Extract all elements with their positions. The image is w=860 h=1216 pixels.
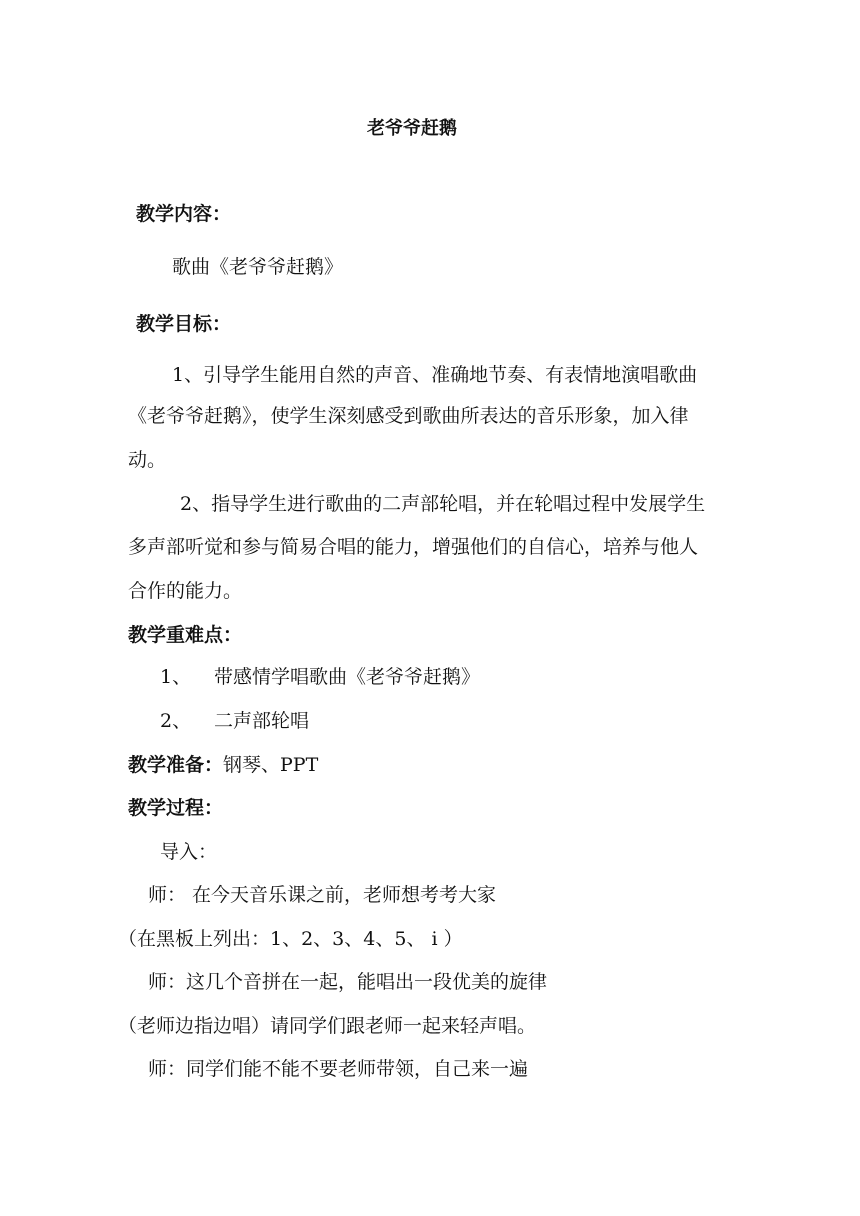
- key-point-text: 二声部轮唱: [214, 710, 310, 732]
- process-line: 师：这几个音拼在一起，能唱出一段优美的旋律: [148, 971, 548, 993]
- key-point-item: [160, 709, 309, 733]
- goal1-line1: 1、引导学生能用自然的声音、准确地节奏、有表情地演唱歌曲: [172, 364, 698, 386]
- goal2-line3: 合作的能力。: [128, 580, 243, 602]
- goal2-line1: 2、指导学生进行歌曲的二声部轮唱，并在轮唱过程中发展学生: [180, 493, 706, 515]
- process-line: （老师边指边唱）请同学们跟老师一起来轻声唱。: [118, 1015, 537, 1037]
- goal2-line2: 多声部听觉和参与简易合唱的能力，增强他们的自信心，培养与他人: [128, 536, 699, 558]
- key-point-number: 1、: [160, 666, 192, 688]
- content-text: 歌曲《老爷爷赶鹅》: [172, 256, 344, 278]
- preparation-line: [128, 753, 318, 777]
- key-point-number: 2、: [160, 710, 192, 732]
- process-heading: 教学过程：: [128, 797, 224, 819]
- process-line: 导入：: [160, 841, 218, 863]
- process-line: 师：同学们能不能不要老师带领，自己来一遍: [148, 1058, 529, 1080]
- key-point-item: [160, 665, 480, 689]
- preparation-heading: 教学准备：: [128, 754, 224, 776]
- goal1-line2: 《老爷爷赶鹅》，使学生深刻感受到歌曲所表达的音乐形象，加入律: [128, 405, 689, 427]
- key-points-heading: 教学重难点：: [128, 624, 243, 646]
- goal1-line3: 动。: [128, 449, 167, 471]
- content-heading: 教学内容：: [136, 203, 232, 225]
- key-point-text: 带感情学唱歌曲《老爷爷赶鹅》: [214, 666, 481, 688]
- preparation-text: 钢琴、PPT: [223, 754, 319, 776]
- document-title: 老爷爷赶鹅: [367, 118, 457, 139]
- process-line: （在黑板上列出：1、2、3、4、5、 i ）: [118, 928, 463, 950]
- goals-heading: 教学目标：: [136, 313, 232, 335]
- process-line: 师： 在今天音乐课之前，老师想考考大家: [148, 884, 497, 906]
